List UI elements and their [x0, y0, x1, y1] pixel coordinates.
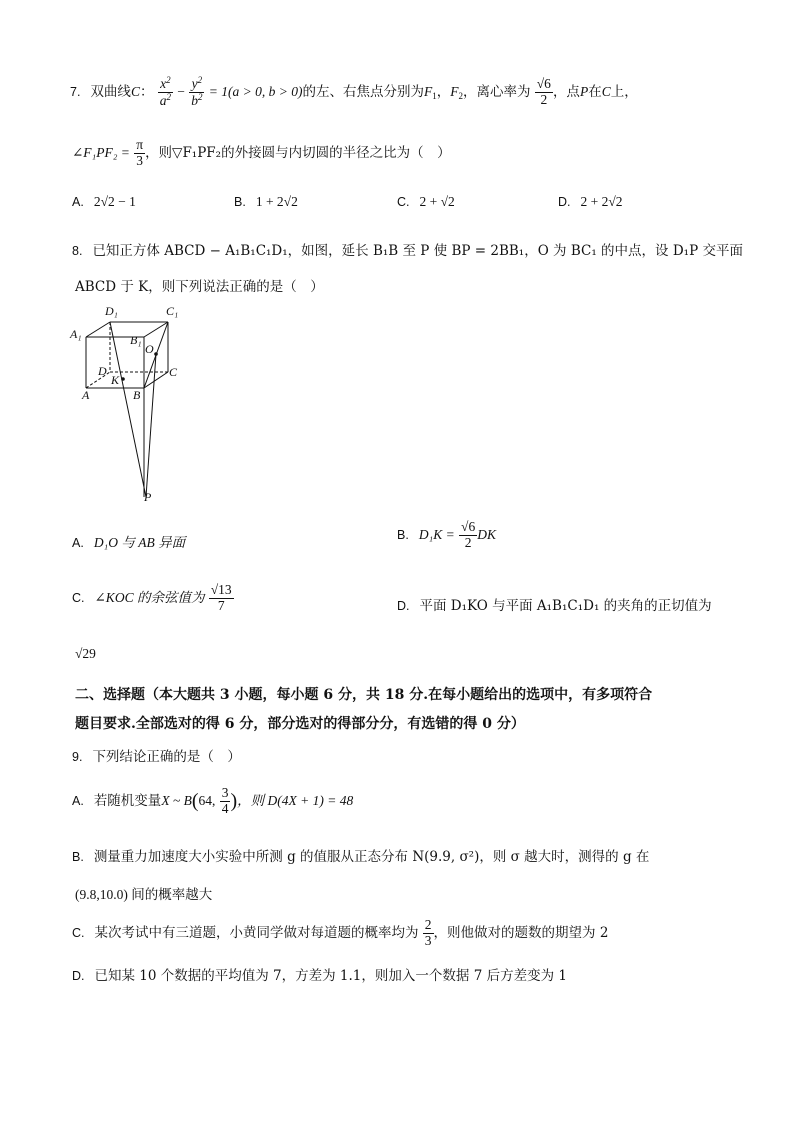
- label-a1: A₁: [70, 327, 82, 341]
- q8-option-c: C. ∠KOC 的余弦值为 $\frac{√13}{7}$: [72, 582, 232, 613]
- label-a: A: [82, 388, 90, 402]
- q7-option-b: B. 1 + 2√2: [234, 194, 298, 209]
- q7-f1: $F_1$: [423, 83, 437, 101]
- q8-option-a: A. D₁O 与 AB 异面: [72, 535, 186, 550]
- q9-option-a: A. 若随机变量X ~ B(64, $\frac{3}{4}$ )，则 D(4X + 1) = 48: [72, 785, 354, 816]
- q9-option-d: D. 已知某 10 个数据的平均值为 7，方差为 1.1，则加入一个数据 7 后方差变为 1: [72, 968, 567, 984]
- q7-line1: 7. 双曲线C： $\frac{x^2}{a^2}$ − $\frac{y^2}{b^2}$ = 1(a > 0, b > 0)的左、右焦点分别为$F_1$，$F_2$，离心率为 $\frac{√6}{2}$ ，点P在C上，: [70, 75, 638, 108]
- label-d: D: [98, 364, 107, 378]
- label-c1: C₁: [166, 304, 179, 318]
- q7-intro: 双曲线: [90, 83, 131, 100]
- q7-frac-y: $\frac{y^2}{b^2}$: [191, 75, 203, 108]
- q7-option-d: D. 2 + 2√2: [558, 194, 623, 209]
- q7-foci-text: 的左、右焦点分别为: [302, 83, 424, 100]
- q8-option-d: D. 平面 D₁KO 与平面 A₁B₁C₁D₁ 的夹角的正切值为: [397, 598, 712, 614]
- q8-c-frac: $\frac{√13}{7}$: [210, 582, 232, 613]
- q7-ecc-text: ，离心率为: [462, 83, 531, 100]
- section2-title-line1: 二、选择题（本大题共 3 小题，每小题 6 分，共 18 分.在每小题给出的选项中，有多项符合: [75, 687, 653, 703]
- label-c: C: [169, 365, 178, 379]
- section2-title-line2: 题目要求.全部选对的得 6 分，部分选对的得部分分，有选错的得 0 分）: [75, 716, 525, 732]
- q7-curve-name: C: [130, 83, 140, 99]
- q7-eq-condition: = 1(a > 0, b > 0): [208, 83, 303, 99]
- q7-line2: [72, 138, 451, 169]
- q8-line2: [75, 275, 324, 295]
- q9-option-b-line2: (9.8,10.0) 间的概率越大: [75, 887, 213, 902]
- q7-ecc-frac: $\frac{√6}{2}$: [536, 76, 551, 107]
- q9-option-c: C. 某次考试中有三道题，小黄同学做对每道题的概率均为 $\frac{2}{3}$ ，则他做对的题数的期望为 2: [72, 917, 609, 948]
- q7-option-c: C. 2 + √2: [397, 194, 455, 209]
- label-b: B: [133, 388, 141, 402]
- q8-option-d-cont: √29: [75, 646, 96, 661]
- q8-number: 8.: [72, 244, 83, 258]
- label-d1: D₁: [105, 304, 118, 318]
- q9-option-b-line1: B. 测量重力加速度大小实验中所测 g 的值服从正态分布 N(9.9, σ²)，则 σ 越大时，测得的 g 在: [72, 849, 650, 865]
- q8-stem-line2: ABCD 于 K，则下列说法正确的是（ ）: [75, 279, 324, 295]
- q7-frac-x: $\frac{x^2}{a^2}$: [159, 75, 171, 108]
- label-p: P: [144, 490, 152, 504]
- q8-b-frac: $\frac{√6}{2}$: [461, 519, 476, 550]
- q7-angle-frac: $\frac{\pi}{3}$: [136, 137, 144, 168]
- q9-a-frac: $\frac{3}{4}$: [221, 785, 229, 816]
- q9-stem: 9. 下列结论正确的是（ ）: [72, 749, 241, 765]
- label-b1: B₁: [130, 333, 142, 347]
- label-o: O: [145, 342, 154, 356]
- q7-f2: $F_2$: [450, 83, 463, 101]
- q8-line1: [72, 239, 743, 259]
- q7-number: 7.: [70, 84, 81, 99]
- q8-option-b: B. D₁K = $\frac{√6}{2}$ DK: [397, 519, 496, 550]
- q7-question-text: ，则▽F₁PF₂的外接圆与内切圆的半径之比为（ ）: [145, 144, 451, 161]
- q8-stem-line1: 已知正方体 ABCD − A₁B₁C₁D₁，如图，延长 B₁B 至 P 使 BP = 2BB₁，O 为 BC₁ 的中点，设 D₁P 交平面: [92, 243, 743, 259]
- q8-cube-figure: [68, 300, 198, 510]
- q7-option-a: A. 2√2 − 1: [72, 194, 136, 209]
- q9-c-frac: $\frac{2}{3}$: [424, 917, 432, 948]
- label-k: K: [111, 373, 120, 387]
- q7-angle-expr: ∠F₁PF₂ =: [72, 144, 130, 160]
